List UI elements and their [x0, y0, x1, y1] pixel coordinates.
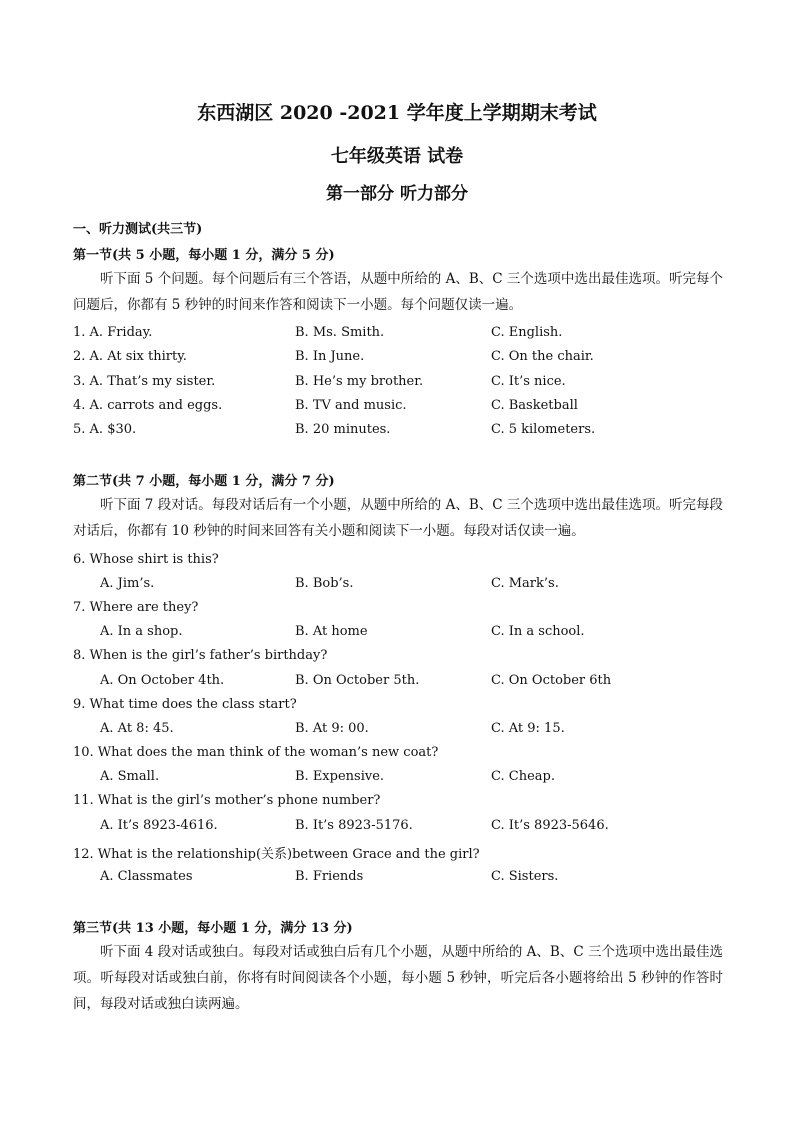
question: 6. Whose shirt is this?: [73, 552, 219, 567]
options-row: [100, 673, 730, 693]
question: 9. What time does the class start?: [73, 697, 297, 712]
option-c: C. On October 6th: [491, 673, 612, 688]
option-c: C. Basketball: [491, 398, 578, 413]
option-b: B. He’s my brother.: [295, 374, 424, 389]
option-c: C. 5 kilometers.: [491, 422, 596, 437]
exam-subtitle: 七年级英语 试卷: [330, 146, 464, 167]
option-a: A. Classmates: [100, 869, 193, 884]
option-b: B. In June.: [295, 349, 365, 364]
sec1-item: [73, 422, 723, 442]
option-a: A. It’s 8923-4616.: [100, 818, 218, 833]
option-a: 4. A. carrots and eggs.: [73, 398, 223, 413]
options-row: [100, 769, 730, 789]
question: 7. Where are they?: [73, 600, 199, 615]
sec2-heading: 第二节(共 7 小题，每小题 1 分，满分 7 分): [73, 474, 335, 489]
exam-title: 东西湖区 2020 -2021 学年度上学期期末考试: [197, 102, 597, 124]
option-b: B. Ms. Smith.: [295, 325, 385, 340]
option-a: A. In a shop.: [100, 624, 183, 639]
option-b: B. On October 5th.: [295, 673, 420, 688]
option-a: 3. A. That’s my sister.: [73, 374, 216, 389]
option-a: A. Small.: [100, 769, 160, 784]
question: 11. What is the girl’s mother’s phone number?: [73, 793, 381, 808]
option-c: C. On the chair.: [491, 349, 594, 364]
option-b: B. At home: [295, 624, 368, 639]
sec3-heading: 第三节(共 13 小题，每小题 1 分，满分 13 分): [73, 921, 353, 936]
sec1-item: [73, 374, 723, 394]
option-a: A. Jim’s.: [100, 576, 155, 591]
option-b: B. 20 minutes.: [295, 422, 391, 437]
option-b: B. Bob’s.: [295, 576, 354, 591]
options-row: [100, 869, 730, 889]
question: 12. What is the relationship(关系)between Grace and the girl?: [73, 847, 480, 862]
option-c: C. It’s nice.: [491, 374, 566, 389]
sec1-item: [73, 325, 723, 345]
option-a: 1. A. Friday.: [73, 325, 153, 340]
options-row: [100, 818, 730, 838]
option-b: B. Expensive.: [295, 769, 385, 784]
options-row: [100, 624, 730, 644]
sec2-instructions: 听下面 7 段对话。每段对话后有一个小题，从题中所给的 A、B、C 三个选项中选出最佳选项。听完每段对话后，你都有 10 秒钟的时间来回答有关小题和阅读下一小题。每段对话仅读一遍。: [73, 497, 723, 539]
part-heading: 第一部分 听力部分: [326, 184, 468, 204]
option-a: A. On October 4th.: [100, 673, 225, 688]
sec3-instructions: 听下面 4 段对话或独白。每段对话或独白后有几个小题，从题中所给的 A、B、C 三个选项中选出最佳选项。听每段对话或独白前，你将有时间阅读各个小题，每小题 5 秒钟，听完后各小题将给出 5 秒钟的作答时间，每段对话或独白读两遍。: [73, 944, 723, 1012]
sec1-heading: 第一节(共 5 小题，每小题 1 分，满分 5 分): [73, 248, 335, 263]
sec1-item: [73, 398, 723, 418]
option-c: C. Cheap.: [491, 769, 555, 784]
sec1-item: [73, 349, 723, 369]
option-c: C. Sisters.: [491, 869, 559, 884]
option-b: B. At 9: 00.: [295, 721, 369, 736]
question: 10. What does the man think of the woman’s new coat?: [73, 745, 439, 760]
options-row: [100, 576, 730, 596]
option-b: B. Friends: [295, 869, 364, 884]
section-heading: 一、听力测试(共三节): [73, 222, 203, 237]
option-a: A. At 8: 45.: [100, 721, 174, 736]
option-a: 5. A. $30.: [73, 422, 137, 437]
option-c: C. Mark’s.: [491, 576, 559, 591]
sec1-instructions: 听下面 5 个问题。每个问题后有三个答语，从题中所给的 A、B、C 三个选项中选出最佳选项。听完每个问题后，你都有 5 秒钟的时间来作答和阅读下一小题。每个问题仅读一遍。: [73, 271, 723, 313]
option-c: C. It’s 8923-5646.: [491, 818, 609, 833]
option-a: 2. A. At six thirty.: [73, 349, 187, 364]
option-b: B. It’s 8923-5176.: [295, 818, 413, 833]
option-c: C. At 9: 15.: [491, 721, 565, 736]
options-row: [100, 721, 730, 741]
question: 8. When is the girl’s father’s birthday?: [73, 648, 328, 663]
option-c: C. In a school.: [491, 624, 585, 639]
option-c: C. English.: [491, 325, 563, 340]
option-b: B. TV and music.: [295, 398, 407, 413]
